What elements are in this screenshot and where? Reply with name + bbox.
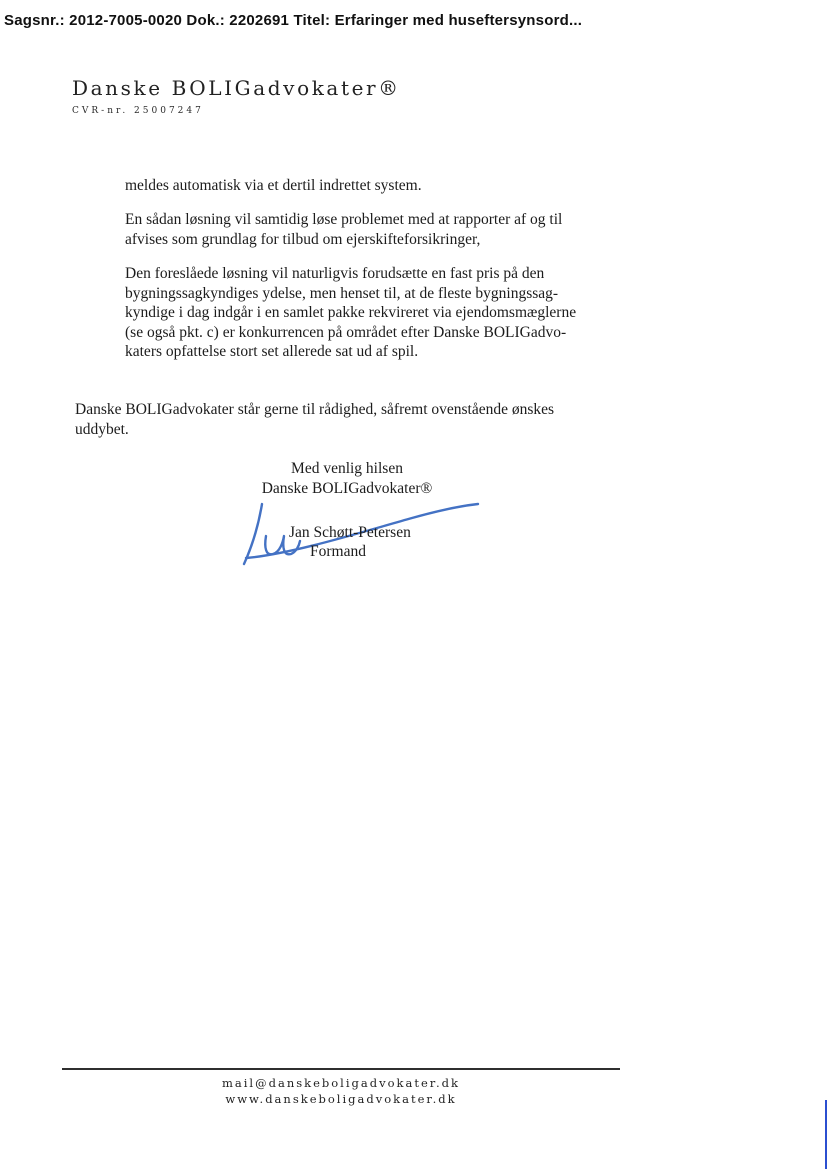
signer-name: Jan Schøtt-Petersen (289, 524, 411, 541)
footer-divider (62, 1068, 620, 1070)
text-line: meldes automatisk via et dertil indrettet system. (125, 177, 422, 194)
letterhead-cvr: CVR-nr. 25007247 (72, 106, 204, 116)
text-line: afvises som grundlag for tilbud om ejerskifteforsikringer, (125, 230, 481, 248)
paragraph-4 (75, 400, 554, 439)
paragraph-1 (125, 176, 422, 196)
letterhead (72, 76, 401, 116)
text-line: En sådan løsning vil samtidig løse problemet med at rapporter af og til (125, 211, 563, 228)
scan-edge-artifact (825, 1100, 827, 1169)
text-line: kyndige i dag indgår i en samlet pakke rekvireret via ejendomsmæglerne (125, 304, 577, 321)
footer (62, 1075, 620, 1107)
text-line: Den foreslåede løsning vil naturligvis forudsætte en fast pris på den (125, 265, 545, 282)
footer-website: www.danskeboligadvokater.dk (225, 1092, 457, 1106)
paragraph-3 (125, 264, 576, 362)
closing-block (252, 459, 442, 499)
text-line: bygningssagkyndiges ydelse, men henset til, at de fleste bygningssag- (125, 284, 559, 302)
closing-company: Danske BOLIGadvokater® (261, 480, 433, 497)
text-line: (se også pkt. c) er konkurrencen på området efter Danske BOLIGadvo- (125, 323, 567, 341)
text-line: uddybet. (75, 420, 129, 438)
footer-email: mail@danskeboligadvokater.dk (221, 1076, 461, 1090)
closing-salutation: Med venlig hilsen (291, 460, 403, 477)
signer-title: Formand (310, 543, 366, 560)
text-line: katers opfattelse stort set allerede sat ud af spil. (125, 343, 419, 360)
paragraph-2 (125, 210, 562, 249)
text-line: Danske BOLIGadvokater står gerne til rådighed, såfremt ovenstående ønskes (75, 401, 555, 418)
letterhead-brand: Danske BOLIGadvokater® (72, 76, 401, 100)
document-header-title: Sagsnr.: 2012-7005-0020 Dok.: 2202691 Titel: Erfaringer med huseftersynsord... (4, 12, 583, 29)
